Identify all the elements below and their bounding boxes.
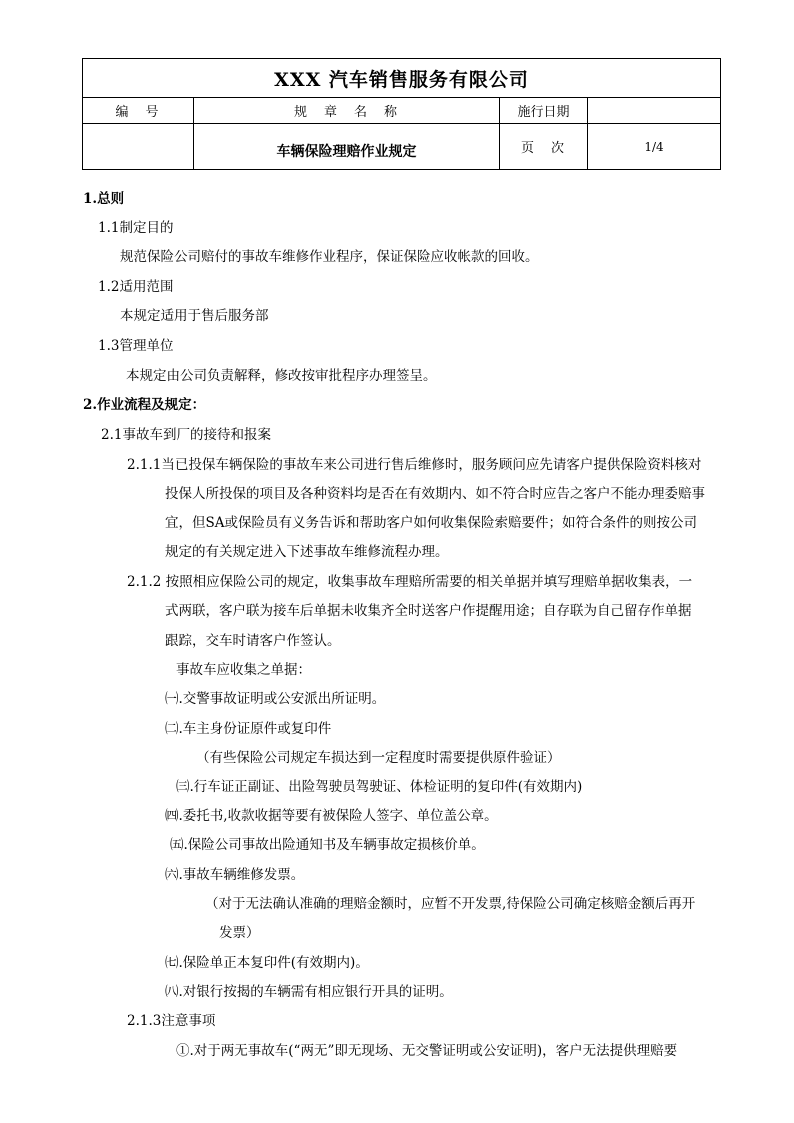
list-item: ㈦.保险单正本复印件(有效期内)。 <box>165 955 369 971</box>
number-value-cell <box>83 124 194 170</box>
paragraph-line: ①.对于两无事故车(“两无”即无现场、无交警证明或公安证明)，客户无法提供理赔要 <box>176 1043 678 1059</box>
subsection-heading: 1.2适用范围 <box>98 279 174 295</box>
list-item-note: 发票） <box>219 925 260 941</box>
subsection-heading: 2.1事故车到厂的接待和报案 <box>101 427 271 443</box>
subsection-heading: 1.3管理单位 <box>98 338 174 354</box>
document-title: 车辆保险理赔作业规定 <box>194 124 500 170</box>
column-name-label: 规 章 名 称 <box>194 98 500 124</box>
list-item: ㈡.车主身份证原件或复印件 <box>165 721 332 737</box>
list-item: ㈧.对银行按揭的车辆需有相应银行开具的证明。 <box>165 984 453 1000</box>
list-item-note: （有些保险公司规定车损达到一定程度时需要提供原件验证） <box>196 750 561 766</box>
section-heading: 1.总则 <box>83 191 125 207</box>
paragraph-line: 跟踪，交车时请客户作签认。 <box>165 633 341 649</box>
section-heading: 2.作业流程及规定： <box>83 397 206 413</box>
date-value-cell <box>588 98 721 124</box>
list-item-note: （对于无法确认准确的理赔金额时，应暂不开发票,待保险公司确定核赔金额后再开 <box>205 896 696 912</box>
paragraph-line: 2.1.1当已投保车辆保险的事故车来公司进行售后维修时，服务顾问应先请客户提供保险资料核对 <box>127 457 702 473</box>
document-header-table <box>82 58 721 170</box>
page-value: 1/4 <box>588 124 721 170</box>
list-heading: 事故车应收集之单据： <box>176 662 311 678</box>
column-number-label: 编 号 <box>83 98 194 124</box>
list-item: ㈥.事故车辆维修发票。 <box>165 867 305 883</box>
column-page-label: 页 次 <box>500 124 588 170</box>
paragraph-line: 式两联，客户联为接车后单据未收集齐全时送客户作提醒用途；自存联为自己留存作单据 <box>165 603 692 619</box>
body-text: 本规定适用于售后服务部 <box>120 308 269 324</box>
subsection-heading: 2.1.3注意事项 <box>127 1013 216 1029</box>
paragraph-line: 规定的有关规定进入下述事故车维修流程办理。 <box>165 544 449 560</box>
body-text: 规范保险公司赔付的事故车维修作业程序，保证保险应收帐款的回收。 <box>120 249 539 265</box>
paragraph-line: 投保人所投保的项目及各种资料均是否在有效期内、如不符合时应告之客户不能办理委赔事 <box>165 486 705 502</box>
column-date-label: 施行日期 <box>500 98 588 124</box>
body-text: 本规定由公司负责解释，修改按审批程序办理签呈。 <box>126 368 437 384</box>
list-item: ㈤.保险公司事故出险通知书及车辆事故定损核价单。 <box>170 837 485 853</box>
subsection-heading: 1.1制定目的 <box>98 220 174 236</box>
paragraph-line: 宜，但SA或保险员有义务告诉和帮助客户如何收集保险索赔要件；如符合条件的则按公司 <box>165 515 697 531</box>
list-item: ㈢.行车证正副证、出险驾驶员驾驶证、体检证明的复印件(有效期内) <box>176 779 583 795</box>
paragraph-line: 2.1.2 按照相应保险公司的规定，收集事故车理赔所需要的相关单据并填写理赔单据收集表，一 <box>127 574 693 590</box>
company-name: XXX 汽车销售服务有限公司 <box>83 59 721 98</box>
list-item: ㈣.委托书,收款收据等要有被保险人签字、单位盖公章。 <box>165 808 498 824</box>
list-item: ㈠.交警事故证明或公安派出所证明。 <box>165 691 386 707</box>
